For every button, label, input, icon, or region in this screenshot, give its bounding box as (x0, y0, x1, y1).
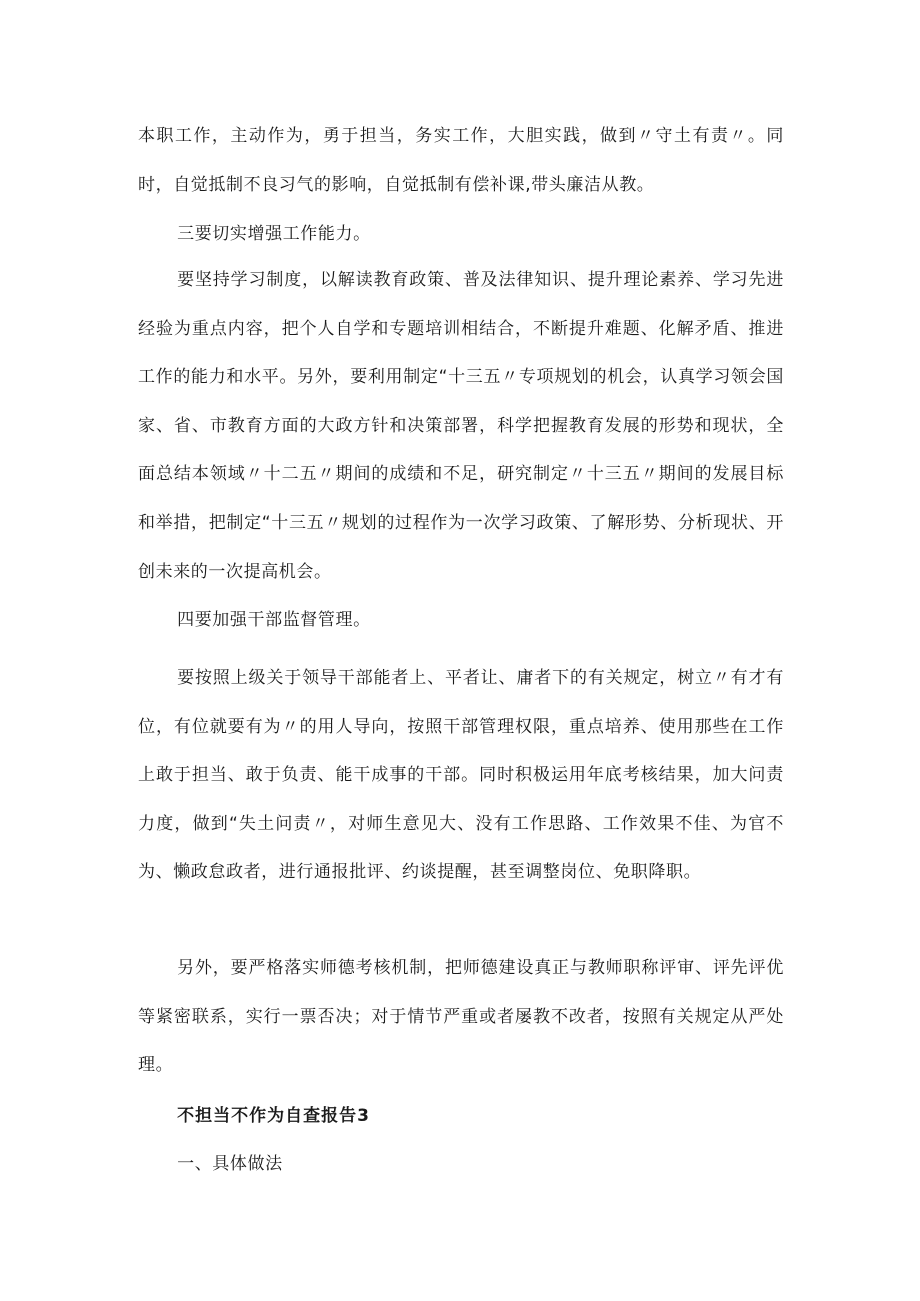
paragraph-study-system: 要坚持学习制度，以解读教育政策、普及法律知识、提升理论素养、学习先进经验为重点内容，把个人自学和专题培训相结合，不断提升难题、化解矛盾、推进工作的能力和水平。另外，要利用制定“十三五〃专项规划的机会，认真学习领会国家、省、市教育方面的大政方针和决策部署，科学把握教育发展的形势和现状，全面总结本领域〃十二五〃期间的成绩和不足，研究制定〃十三五〃期间的发展目标和举措，把制定“十三五〃规划的过程作为一次学习政策、了解形势、分析现状、开创未来的一次提高机会。 (138, 270, 784, 582)
heading-work-ability: 三要切实增强工作能力。 (177, 224, 371, 244)
paragraph-cadre-management: 要按照上级关于领导干部能者上、平者让、庸者下的有关规定，树立〃有才有位，有位就要有为〃的用人导向，按照干部管理权限，重点培养、使用那些在工作上敢于担当、敢于负责、能干成事的干部。同时积极运用年底考核结果，加大问责力度，做到“失土问责〃，对师生意见大、没有工作思路、工作效果不佳、为官不为、懒政怠政者，进行通报批评、约谈提醒，甚至调整岗位、免职降职。 (138, 668, 784, 883)
section-title-report-3: 不担当不作为自查报告3 (177, 1106, 370, 1126)
heading-cadre-supervision: 四要加强干部监督管理。 (177, 610, 371, 630)
subheading-specific-practices: 一、具体做法 (177, 1154, 283, 1174)
paragraph-ethics-assessment: 另外，要严格落实师德考核机制，把师德建设真正与教师职称评审、评先评优等紧密联系，实行一票否决；对于情节严重或者屡教不改者，按照有关规定从严处理。 (138, 958, 784, 1076)
paragraph-duty-continuation: 本职工作，主动作为，勇于担当，务实工作，大胆实践，做到〃守土有责〃。同时，自觉抵制不良习气的影响，自觉抵制有偿补课,带头廉洁从教。 (138, 126, 784, 195)
